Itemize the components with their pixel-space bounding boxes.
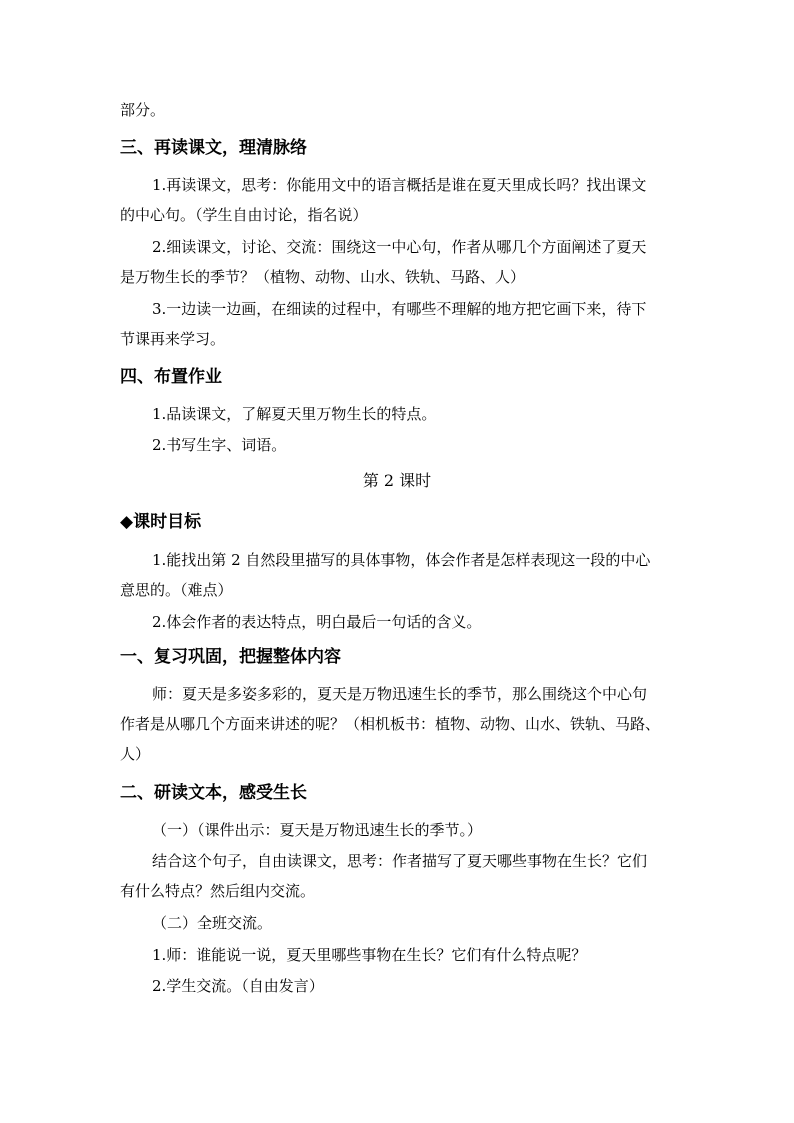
goal1-line2: 意思的。（难点） [120,581,233,599]
part2-para-line2: 有什么特点？然后组内交流。 [120,882,316,900]
section3-heading: 三、再读课文，理清脉络 [120,138,307,158]
part1-line1: 师：夏天是多姿多彩的，夏天是万物迅速生长的季节，那么围绕这个中心句 [152,685,648,703]
part1-heading: 一、复习巩固，把握整体内容 [120,647,341,667]
continuation-text: 部分。 [120,101,166,119]
part1-line3: 人） [120,745,151,763]
section3-item3-line2: 节课再来学习。 [120,330,226,348]
lesson2-title: 第 2 课时 [362,471,432,490]
goal1-line1: 1.能找出第 2 自然段里描写的具体事物，体会作者是怎样表现这一段的中心 [152,551,651,569]
part2-heading: 二、研读文本，感受生长 [120,783,307,803]
section4-item2: 2.书写生字、词语。 [152,436,287,454]
section4-item1: 1.品读课文，了解夏天里万物生长的特点。 [152,405,437,423]
goal2: 2.体会作者的表达特点，明白最后一句话的含义。 [152,613,482,631]
section4-heading: 四、布置作业 [120,367,222,387]
part2-para-line1: 结合这个句子，自由读课文，思考：作者描写了夏天哪些事物在生长？它们 [152,852,648,870]
section3-item1-line2: 的中心句。（学生自由讨论，指名说） [120,206,368,224]
part2-item1: 1.师：谁能说一说，夏天里哪些事物在生长？它们有什么特点呢？ [152,946,587,964]
section3-item2-line1: 2.细读课文，讨论、交流：围绕这一中心句，作者从哪几个方面阐述了夏天 [152,238,647,256]
part2-sub1: （一）（课件出示：夏天是万物迅速生长的季节。） [152,821,483,839]
part1-line2: 作者是从哪几个方面来讲述的呢？（相机板书：植物、动物、山水、铁轨、马路、 [120,715,661,733]
lesson-goals-heading: ◆课时目标 [120,512,202,532]
part2-sub2: （二）全班交流。 [152,914,273,932]
part2-item2: 2.学生交流。（自由发言） [152,977,324,995]
section3-item3-line1: 3.一边读一边画，在细读的过程中，有哪些不理解的地方把它画下来，待下 [152,300,647,318]
section3-item1-line1: 1.再读课文，思考：你能用文中的语言概括是谁在夏天里成长吗？找出课文 [152,176,647,194]
section3-item2-line2: 是万物生长的季节？（植物、动物、山水、铁轨、马路、人） [120,268,526,286]
